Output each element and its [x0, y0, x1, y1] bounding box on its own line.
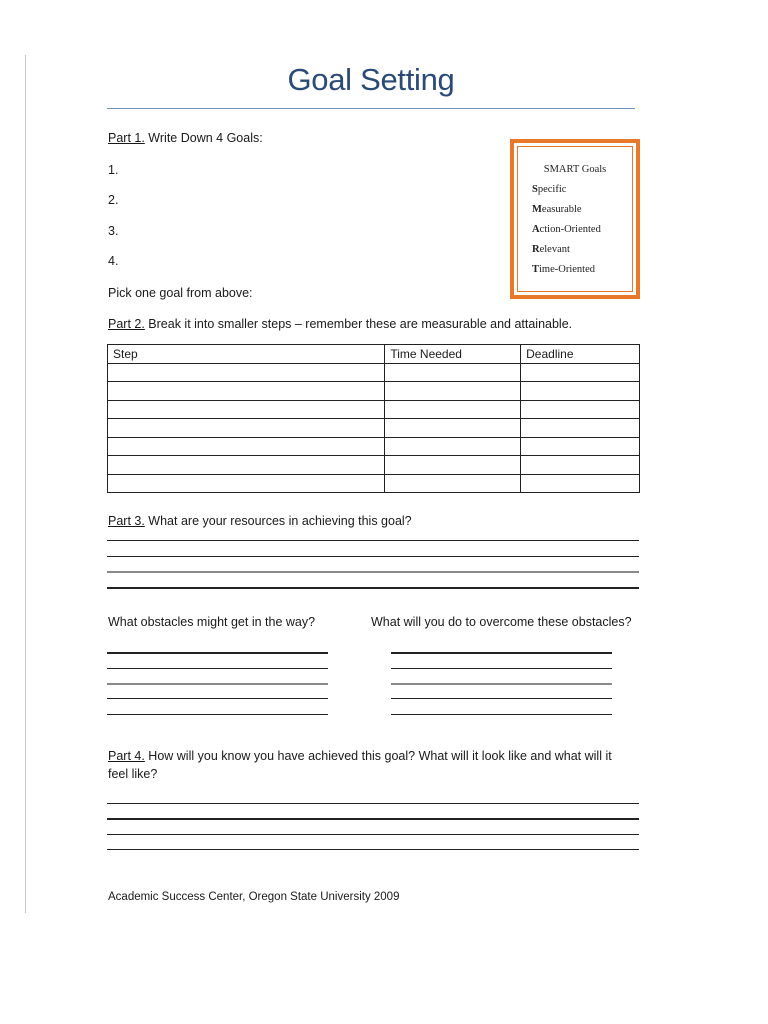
part4-heading	[108, 749, 612, 763]
time-needed-cell[interactable]	[385, 400, 521, 419]
time-needed-cell[interactable]	[385, 419, 521, 438]
deadline-cell[interactable]	[521, 419, 640, 438]
smart-item-relevant: Relevant	[532, 244, 570, 255]
smart-goals-box	[510, 139, 640, 299]
pick-goal-text: Pick one goal from above:	[108, 286, 253, 300]
smart-item-action-oriented: Action-Oriented	[532, 224, 601, 235]
table-row[interactable]	[108, 363, 640, 382]
step-cell[interactable]	[108, 437, 385, 456]
step-cell[interactable]	[108, 363, 385, 382]
footer-credit: Academic Success Center, Oregon State University 2009	[108, 891, 400, 903]
resources-answer-line[interactable]	[107, 556, 639, 557]
obstacles-answer-line[interactable]	[107, 683, 328, 685]
steps-table	[107, 344, 640, 493]
part2-text: Break it into smaller steps – remember these are measurable and attainable.	[144, 317, 573, 331]
time-needed-cell[interactable]	[385, 474, 521, 493]
part1-heading	[108, 131, 263, 145]
resources-answer-line[interactable]	[107, 540, 639, 541]
obstacles-answer-line[interactable]	[107, 652, 328, 654]
achievement-answer-line[interactable]	[107, 834, 639, 835]
overcome-question: What will you do to overcome these obstacles?	[371, 615, 632, 629]
goal-number-1: 1.	[108, 163, 119, 177]
page-title: Goal Setting	[287, 62, 455, 97]
obstacles-answer-line[interactable]	[107, 714, 328, 715]
column-header-deadline: Deadline	[521, 345, 640, 364]
step-cell[interactable]	[108, 474, 385, 493]
part4-text-line2: feel like?	[108, 767, 158, 781]
part1-label: Part 1.	[108, 131, 145, 145]
resources-answer-line[interactable]	[107, 571, 639, 573]
table-header-row	[108, 345, 640, 364]
goal-number-3: 3.	[108, 224, 119, 238]
part4-label: Part 4.	[108, 749, 145, 763]
step-cell[interactable]	[108, 400, 385, 419]
part3-label: Part 3.	[108, 514, 145, 528]
obstacles-answer-line[interactable]	[107, 668, 328, 669]
goal-number-2: 2.	[108, 193, 119, 207]
deadline-cell[interactable]	[521, 456, 640, 475]
table-row[interactable]	[108, 437, 640, 456]
part3-heading	[108, 514, 412, 528]
part4-text-line1: How will you know you have achieved this goal? What will it look like and what will it	[144, 749, 612, 763]
overcome-answer-line[interactable]	[391, 668, 612, 669]
page-margin-rule	[25, 55, 26, 913]
part2-heading	[108, 317, 572, 331]
overcome-answer-line[interactable]	[391, 652, 612, 654]
overcome-answer-line[interactable]	[391, 714, 612, 715]
table-row[interactable]	[108, 382, 640, 401]
smart-item-measurable: Measurable	[532, 204, 582, 215]
resources-answer-line[interactable]	[107, 587, 639, 589]
column-header-step: Step	[108, 345, 385, 364]
deadline-cell[interactable]	[521, 400, 640, 419]
deadline-cell[interactable]	[521, 382, 640, 401]
step-cell[interactable]	[108, 382, 385, 401]
step-cell[interactable]	[108, 456, 385, 475]
deadline-cell[interactable]	[521, 437, 640, 456]
part3-text: What are your resources in achieving this goal?	[144, 514, 412, 528]
table-row[interactable]	[108, 400, 640, 419]
step-cell[interactable]	[108, 419, 385, 438]
achievement-answer-line[interactable]	[107, 818, 639, 820]
time-needed-cell[interactable]	[385, 363, 521, 382]
time-needed-cell[interactable]	[385, 382, 521, 401]
time-needed-cell[interactable]	[385, 456, 521, 475]
part1-text: Write Down 4 Goals:	[144, 131, 263, 145]
deadline-cell[interactable]	[521, 363, 640, 382]
overcome-answer-line[interactable]	[391, 698, 612, 699]
title-underline	[107, 108, 635, 109]
column-header-time-needed: Time Needed	[385, 345, 521, 364]
obstacles-answer-line[interactable]	[107, 698, 328, 699]
achievement-answer-line[interactable]	[107, 849, 639, 850]
obstacles-question: What obstacles might get in the way?	[108, 615, 316, 629]
time-needed-cell[interactable]	[385, 437, 521, 456]
achievement-answer-line[interactable]	[107, 803, 639, 804]
goal-number-4: 4.	[108, 254, 119, 268]
overcome-answer-line[interactable]	[391, 683, 612, 685]
deadline-cell[interactable]	[521, 474, 640, 493]
smart-item-specific: Specific	[532, 184, 567, 195]
table-row[interactable]	[108, 456, 640, 475]
table-row[interactable]	[108, 419, 640, 438]
smart-item-time-oriented: Time-Oriented	[532, 264, 595, 275]
table-row[interactable]	[108, 474, 640, 493]
smart-title: SMART Goals	[543, 164, 607, 175]
part2-label: Part 2.	[108, 317, 145, 331]
